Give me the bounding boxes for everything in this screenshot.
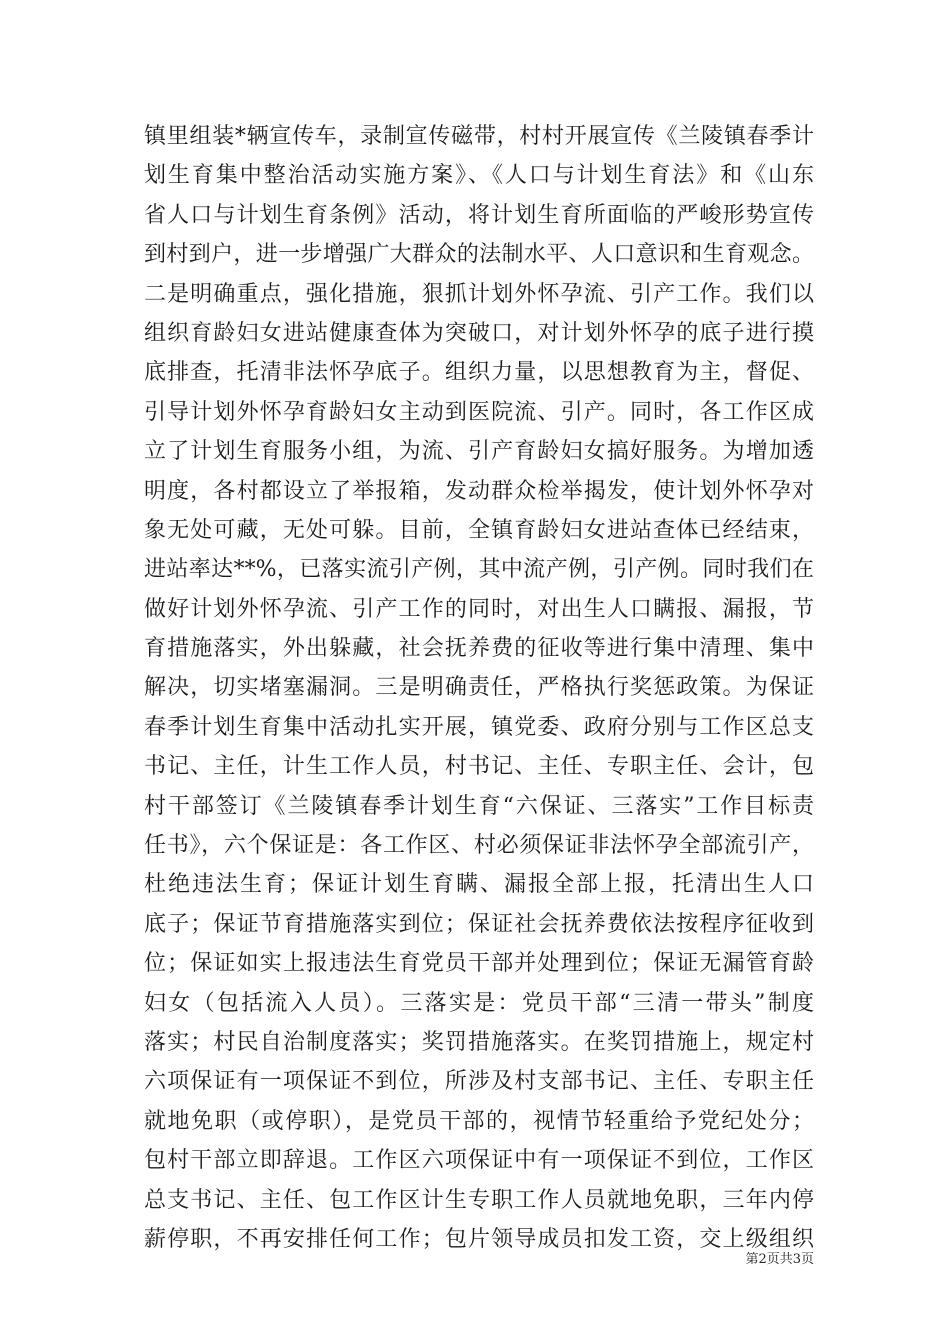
text-line: 象无处可藏，无处可躲。目前，全镇育龄妇女进站查体已经结束， [144,517,814,543]
text-line: 二是明确重点，强化措施，狠抓计划外怀孕流、引产工作。我们以 [144,281,814,307]
page-number: 第2页共3页 [745,1252,814,1267]
text-line: 包村干部立即辞退。工作区六项保证中有一项保证不到位，工作区 [144,1148,814,1174]
text-line: 妇女（包括流入人员）。三落实是：党员干部“三清一带头”制度 [144,990,814,1016]
text-line: 进站率达**%，已落实流引产例，其中流产例，引产例。同时我们在 [144,557,814,583]
text-line: 划生育集中整治活动实施方案》、《人口与计划生育法》和《山东 [144,163,814,189]
text-line: 底排查，托清非法怀孕底子。组织力量，以思想教育为主，督促、 [144,360,814,386]
text-line: 六项保证有一项保证不到位，所涉及村支部书记、主任、专职主任 [144,1069,814,1095]
text-line: 到村到户，进一步增强广大群众的法制水平、人口意识和生育观念。 [144,242,814,268]
text-line: 立了计划生育服务小组，为流、引产育龄妇女搞好服务。为增加透 [144,439,814,465]
text-line: 明度，各村都设立了举报箱，发动群众检举揭发，使计划外怀孕对 [144,478,814,504]
text-line: 春季计划生育集中活动扎实开展，镇党委、政府分别与工作区总支 [144,714,814,740]
text-line: 育措施落实，外出躲藏，社会抚养费的征收等进行集中清理、集中 [144,636,814,662]
text-line: 书记、主任，计生工作人员，村书记、主任、专职主任、会计，包 [144,754,814,780]
text-line: 镇里组装*辆宣传车，录制宣传磁带，村村开展宣传《兰陵镇春季计 [144,124,814,149]
text-line: 省人口与计划生育条例》活动，将计划生育所面临的严峻形势宣传 [144,202,814,228]
text-line: 引导计划外怀孕育龄妇女主动到医院流、引产。同时，各工作区成 [144,399,814,425]
body-text [144,117,814,1259]
text-line: 位；保证如实上报违法生育党员干部并处理到位；保证无漏管育龄 [144,951,814,977]
text-line: 村干部签订《兰陵镇春季计划生育“六保证、三落实”工作目标责 [144,793,814,819]
text-line: 杜绝违法生育；保证计划生育瞒、漏报全部上报，托清出生人口 [144,872,814,898]
text-line: 薪停职，不再安排任何工作；包片领导成员扣发工资，交上级组织 [144,1226,814,1252]
text-line: 落实；村民自治制度落实；奖罚措施落实。在奖罚措施上，规定村 [144,1029,814,1055]
text-line: 总支书记、主任、包工作区计生专职工作人员就地免职，三年内停 [144,1187,814,1213]
text-line: 底子；保证节育措施落实到位；保证社会抚养费依法按程序征收到 [144,911,814,937]
text-line: 组织育龄妇女进站健康查体为突破口，对计划外怀孕的底子进行摸 [144,320,814,346]
text-line: 任书》，六个保证是：各工作区、村必须保证非法怀孕全部流引产， [144,833,814,859]
text-line: 就地免职（或停职），是党员干部的，视情节轻重给予党纪处分； [144,1108,814,1134]
text-line: 做好计划外怀孕流、引产工作的同时，对出生人口瞒报、漏报，节 [144,596,814,622]
text-line: 解决，切实堵塞漏洞。三是明确责任，严格执行奖惩政策。为保证 [144,675,814,701]
